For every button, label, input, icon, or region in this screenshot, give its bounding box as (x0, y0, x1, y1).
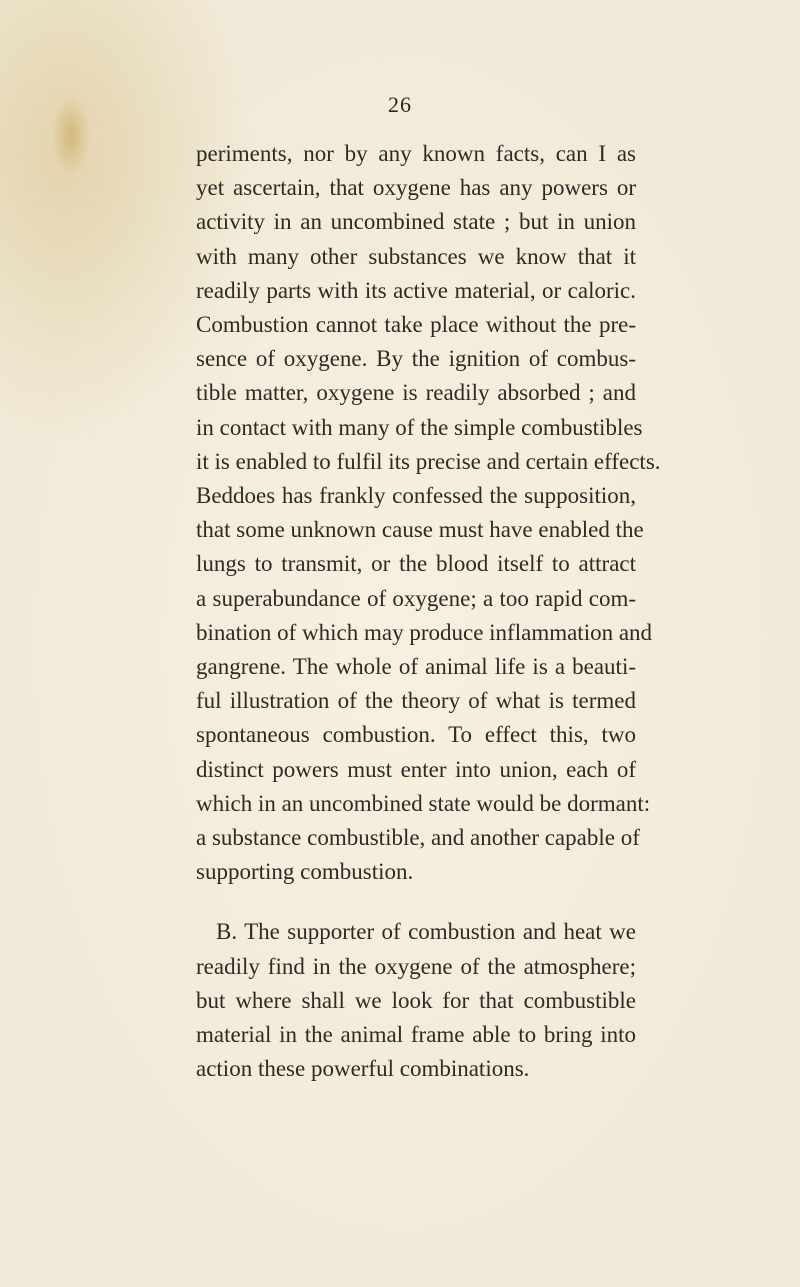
body-text (196, 137, 661, 1086)
text-line: Beddoes has frankly confessed the supposition, (196, 483, 636, 509)
text-line: readily parts with its active material, or caloric. (196, 277, 636, 303)
text-line: tible matter, oxygene is readily absorbed ; and (196, 380, 636, 406)
text-line: readily find in the oxygene of the atmosphere; (196, 953, 636, 979)
text-line: it is enabled to fulfil its precise and certain effects. (196, 448, 661, 474)
text-line: lungs to transmit, or the blood itself to attract (196, 551, 636, 577)
text-line: sence of oxygene. By the ignition of combus- (196, 346, 636, 372)
text-line: spontaneous combustion. To effect this, two (196, 722, 636, 748)
text-line: bination of which may produce inflammation and (196, 619, 653, 645)
paragraph-gap (196, 889, 636, 915)
text-line: activity in an uncombined state ; but in union (196, 209, 636, 235)
text-line: in contact with many of the simple combustibles (196, 414, 643, 440)
text-line: Combustion cannot take place without the pre- (196, 312, 636, 338)
text-line: gangrene. The whole of animal life is a beauti- (196, 654, 636, 680)
text-line: ful illustration of the theory of what is termed (196, 688, 636, 714)
text-line: periments, nor by any known facts, can I as (196, 141, 636, 166)
text-line: yet ascertain, that oxygene has any powers or (196, 175, 636, 201)
page-number: 26 (388, 92, 412, 117)
text-line: with many other substances we know that it (196, 243, 636, 269)
text-line: which in an uncombined state would be dormant: (196, 790, 651, 816)
paragraph-1 (196, 137, 661, 889)
text-line: but where shall we look for that combustible (196, 987, 636, 1013)
text-line: a substance combustible, and another capable of (196, 825, 640, 851)
text-line: a superabundance of oxygene; a too rapid com- (196, 585, 636, 611)
text-line: supporting combustion. (196, 859, 414, 885)
text-line: action these powerful combinations. (196, 1056, 530, 1082)
paragraph-2 (196, 915, 636, 1086)
text-line: B. The supporter of combustion and heat we (216, 919, 636, 945)
text-line: that some unknown cause must have enabled the (196, 517, 644, 543)
text-line: material in the animal frame able to bring into (196, 1022, 636, 1048)
text-line: distinct powers must enter into union, each of (196, 756, 636, 782)
